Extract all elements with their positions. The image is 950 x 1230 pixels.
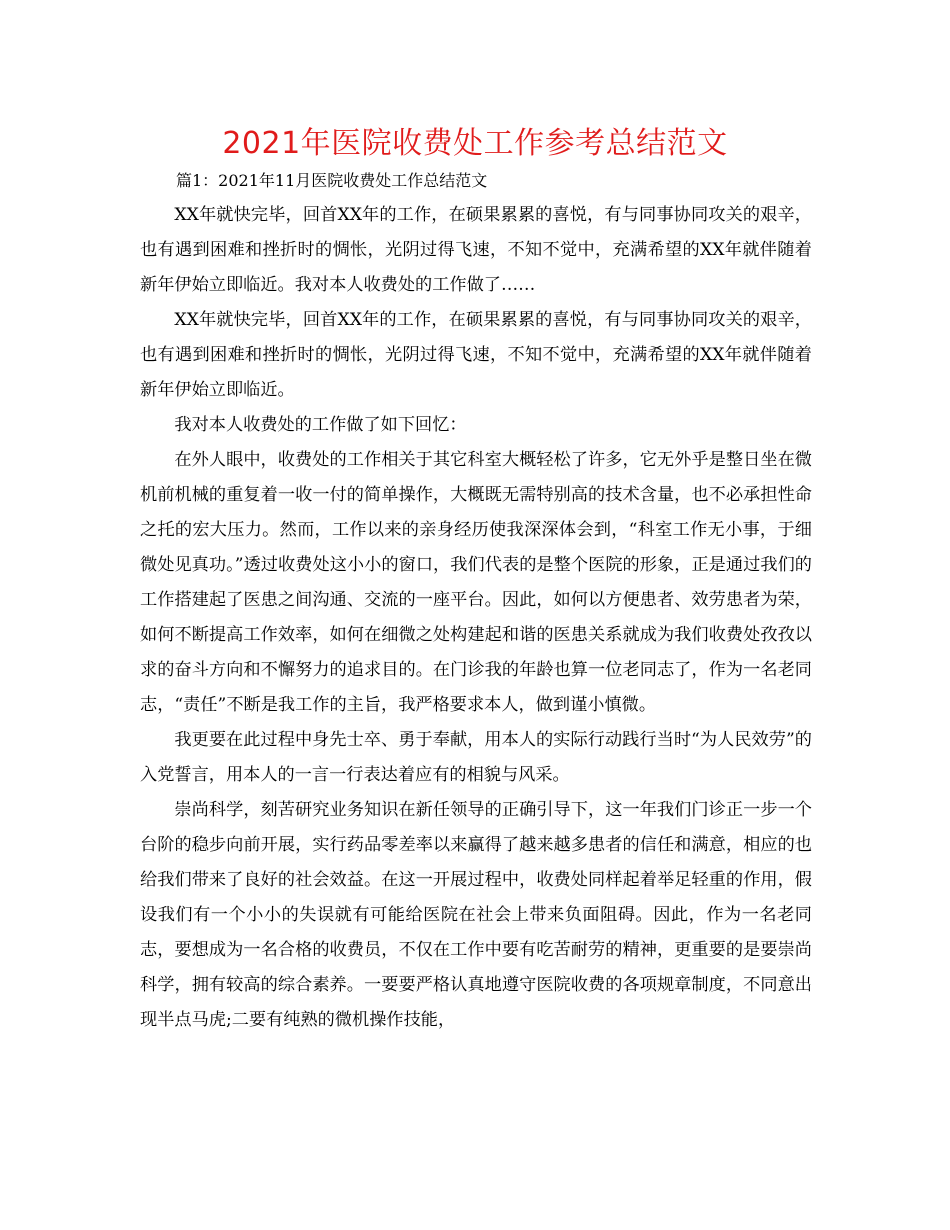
paragraph: 我对本人收费处的工作做了如下回忆： bbox=[174, 415, 467, 435]
document-title: 2021年医院收费处工作参考总结范文 bbox=[222, 126, 728, 161]
paragraph: 在外人眼中，收费处的工作相关于其它科室大概轻松了许多，它无外乎是整日坐在微机前机械的重复着一收一付的简单操作，大概既无需特别高的技术含量，也不必承担性命之托的宏大压力。然而，工作以来的亲身经历使我深深体会到，“科室工作无小事，于细微处见真功。”透过收费处这小小的窗口，我们代表的是整个医院的形象，正是通过我们的工作搭建起了医患之间沟通、交流的一座平台。因此，如何以方便患者、效劳患者为荣，如何不断提高工作效率，如何在细微之处构建起和谐的医患关系就成为我们收费处孜孜以求的奋斗方向和不懈努力的追求目的。在门诊我的年龄也算一位老同志了，作为一名老同志，“责任”不断是我工作的主旨，我严格要求本人，做到谨小慎微。 bbox=[140, 450, 812, 715]
document-subheading: 篇1：2021年11月医院收费处工作总结范文 bbox=[176, 171, 488, 190]
paragraph: 崇尚科学，刻苦研究业务知识在新任领导的正确引导下，这一年我们门诊正一步一个台阶的稳步向前开展，实行药品零差率以来赢得了越来越多患者的信任和满意，相应的也给我们带来了良好的社会效益。在这一开展过程中，收费处同样起着举足轻重的作用，假设我们有一个小小的失误就有可能给医院在社会上带来负面阻碍。因此，作为一名老同志，要想成为一名合格的收费员，不仅在工作中要有吃苦耐劳的精神，更重要的是要崇尚科学，拥有较高的综合素养。一要要严格认真地遵守医院收费的各项规章制度，不同意出现半点马虎;二要有纯熟的微机操作技能， bbox=[140, 800, 812, 1030]
paragraph: XX年就快完毕，回首XX年的工作，在硕果累累的喜悦，有与同事协同攻关的艰辛，也有遇到困难和挫折时的惆怅，光阴过得飞速，不知不觉中，充满希望的XX年就伴随着新年伊始立即临近。我对本人收费处的工作做了…… bbox=[140, 205, 812, 295]
paragraph: 我更要在此过程中身先士卒、勇于奉献，用本人的实际行动践行当时“为人民效劳”的入党誓言，用本人的一言一行表达着应有的相貌与风采。 bbox=[140, 730, 812, 785]
paragraph: XX年就快完毕，回首XX年的工作，在硕果累累的喜悦，有与同事协同攻关的艰辛，也有遇到困难和挫折时的惆怅，光阴过得飞速，不知不觉中，充满希望的XX年就伴随着新年伊始立即临近。 bbox=[140, 310, 812, 400]
document-body bbox=[140, 198, 812, 1038]
